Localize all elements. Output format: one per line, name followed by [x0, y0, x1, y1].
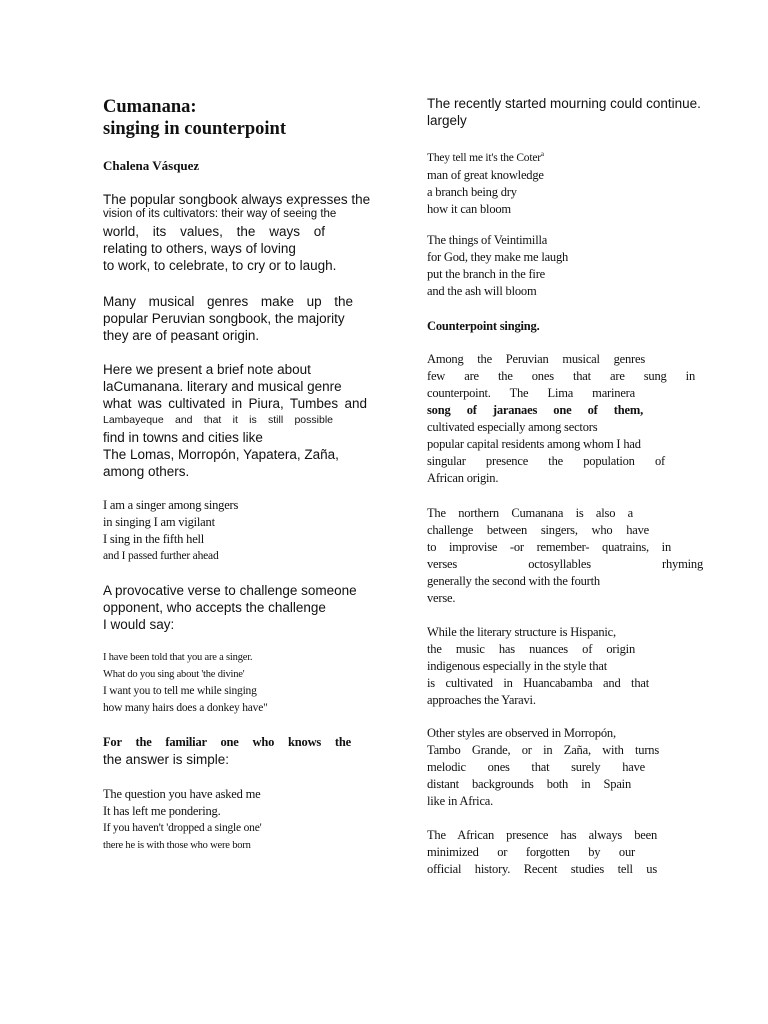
verse-line: I am a singer among singers: [103, 498, 239, 512]
text-line: challenge between singers, who have: [427, 523, 649, 537]
author-name: Chalena Vásquez: [103, 158, 200, 173]
text-line: relating to others, ways of loving: [103, 241, 296, 256]
verse-line: I have been told that you are a singer.: [103, 652, 253, 663]
text-line: the music has nuances of origin: [427, 642, 635, 656]
text-line: Here we present a brief note about: [103, 362, 311, 377]
text-line: A provocative verse to challenge someone: [103, 583, 357, 598]
text-line: find in towns and cities like: [103, 430, 263, 445]
paragraph-african-presence: [427, 827, 703, 878]
paragraph-intro: [103, 191, 375, 274]
verse-line: It has left me pondering.: [103, 804, 221, 818]
article-title: [103, 96, 286, 140]
paragraph-provocative: [103, 582, 357, 633]
verse-line: man of great knowledge: [427, 167, 544, 182]
text-line: The recently started mourning could continue.: [427, 96, 701, 111]
verse-line: The question you have asked me: [103, 787, 261, 801]
verse-line: I want you to tell me while singing: [103, 685, 257, 697]
paragraph-northern-cumanana: [427, 505, 703, 607]
verse-line: there he is with those who were born: [103, 840, 251, 851]
verse-singer: [103, 497, 238, 565]
text-line: popular Peruvian songbook, the majority: [103, 311, 345, 326]
footnote-marker: a: [540, 150, 544, 158]
text-line: largely: [427, 113, 467, 128]
text-line: singular presence the population of: [427, 454, 665, 468]
text-line: generally the second with the fourth: [427, 574, 600, 588]
verse-line: If you haven't 'dropped a single one': [103, 822, 262, 834]
verse-line: a branch being dry: [427, 184, 517, 199]
paragraph-genres: [103, 293, 353, 344]
verse-line: I sing in the fifth hell: [103, 532, 205, 546]
verse-line: how many hairs does a donkey have": [103, 702, 268, 714]
paragraph-answer: [103, 751, 229, 768]
text-line: song of jaranaes one of them,: [427, 403, 643, 417]
text-line: is cultivated in Huancabamba and that: [427, 676, 649, 690]
text-line: indigenous especially in the style that: [427, 659, 608, 673]
text-line: to improvise -or remember- quatrains, in: [427, 540, 671, 554]
text-line: African origin.: [427, 471, 499, 485]
title-line: singing in counterpoint: [103, 119, 286, 139]
text-line: For the familiar one who knows the: [103, 735, 351, 749]
verse-line: how it can bloom: [427, 201, 511, 216]
section-heading: Counterpoint singing.: [427, 319, 540, 333]
text-line: cultivated especially among sectors: [427, 420, 598, 434]
text-line: melodic ones that surely have: [427, 760, 645, 774]
paragraph-cumanana-note: [103, 361, 367, 480]
paragraph-mourning: [427, 95, 701, 129]
text-line: vision of its cultivators: their way of seeing the: [103, 208, 337, 220]
text-line: The popular songbook always expresses the: [103, 192, 371, 207]
text-line: approaches the Yaravi.: [427, 693, 536, 707]
verse-line: for God, they make me laugh: [427, 250, 569, 264]
verse-coter: [427, 146, 544, 218]
text-line: While the literary structure is Hispanic,: [427, 625, 616, 639]
paragraph-literary-structure: [427, 624, 703, 709]
text-line: world, its values, the ways of: [103, 224, 325, 239]
verse-question: [103, 786, 262, 854]
verse-challenge: [103, 649, 268, 717]
verse-text: They tell me it's the Coter: [427, 151, 541, 164]
text-line: counterpoint. The Lima marinera: [427, 386, 635, 400]
text-line: official history. Recent studies tell us: [427, 862, 657, 876]
text-line: few are the ones that are sung in: [427, 369, 695, 383]
verse-line: The things of Veintimilla: [427, 233, 548, 247]
text-line: the answer is simple:: [103, 752, 230, 767]
text-line: they are of peasant origin.: [103, 328, 260, 343]
text-line: Among the Peruvian musical genres: [427, 352, 645, 366]
text-line: what was cultivated in Piura, Tumbes and: [103, 396, 367, 411]
paragraph-other-styles: [427, 725, 703, 810]
verse-line: put the branch in the fire: [427, 267, 546, 281]
verse-line: [427, 146, 544, 167]
text-line: opponent, who accepts the challenge: [103, 600, 326, 615]
title-line: Cumanana:: [103, 97, 197, 117]
text-line: Tambo Grande, or in Zaña, with turns: [427, 743, 659, 757]
verse-veintimilla: [427, 232, 568, 300]
text-line: Other styles are observed in Morropón,: [427, 726, 616, 740]
text-line: minimized or forgotten by our: [427, 845, 635, 859]
text-line: like in Africa.: [427, 794, 494, 808]
text-line: laCumanana. literary and musical genre: [103, 379, 342, 394]
paragraph-counterpoint: [427, 351, 703, 487]
text-line: Lambayeque and that it is still possible: [103, 414, 333, 426]
text-line: The northern Cumanana is also a: [427, 506, 633, 520]
text-line: verses octosyllables rhyming: [427, 557, 703, 571]
verse-line: and the ash will bloom: [427, 284, 537, 298]
verse-line: in singing I am vigilant: [103, 515, 215, 529]
text-line: Many musical genres make up the: [103, 294, 353, 309]
text-line: popular capital residents among whom I had: [427, 437, 641, 451]
text-line: I would say:: [103, 617, 175, 632]
text-line: The African presence has always been: [427, 828, 657, 842]
text-line: among others.: [103, 464, 190, 479]
verse-line: What do you sing about 'the divine': [103, 669, 245, 680]
text-line: The Lomas, Morropón, Yapatera, Zaña,: [103, 447, 339, 462]
text-line: to work, to celebrate, to cry or to laugh.: [103, 258, 337, 273]
text-line: verse.: [427, 591, 456, 605]
paragraph-familiar: [103, 734, 351, 751]
verse-line: and I passed further ahead: [103, 550, 219, 562]
text-line: distant backgrounds both in Spain: [427, 777, 631, 791]
